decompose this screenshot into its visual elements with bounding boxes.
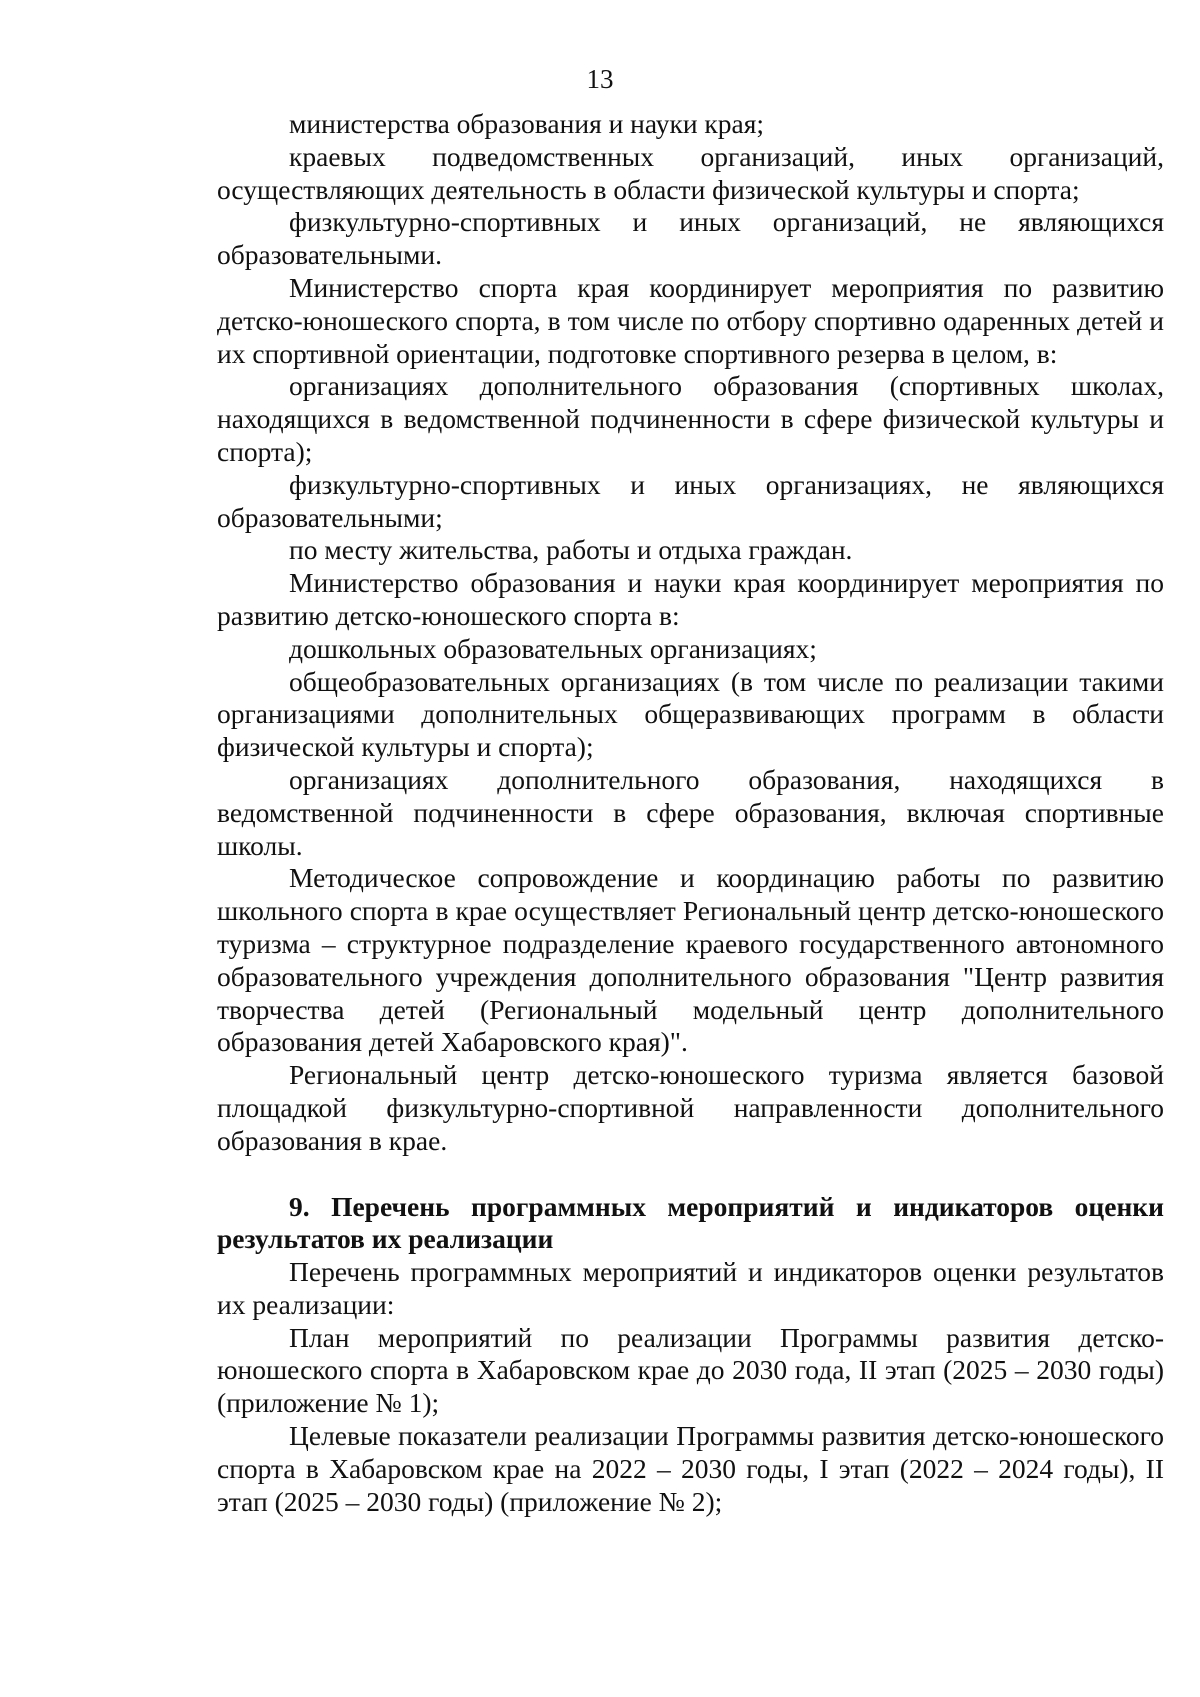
paragraph: Методическое сопровождение и координацию работы по развитию школьного спорта в крае осуществляет Региональный центр детско-юношеского туризма – структурное подразделение краевого государственного автономного образовательного учреждения дополнительного образования "Центр развития творчества детей (Региональный модельный центр дополнительного образования детей Хабаровского края)".: [217, 862, 1164, 1058]
paragraph: краевых подведомственных организаций, иных организаций, осуществляющих деятельность в области физической культуры и спорта;: [217, 140, 1164, 205]
paragraph: План мероприятий по реализации Программы развития детско-юношеского спорта в Хабаровском крае до 2030 года, II этап (2025 – 2030 годы) (приложение № 1);: [217, 1321, 1164, 1419]
paragraph: организациях дополнительного образования, находящихся в ведомственной подчиненности в сфере образования, включая спортивные школы.: [217, 763, 1164, 861]
paragraph: Региональный центр детско-юношеского туризма является базовой площадкой физкультурно-спортивной направленности дополнительного образования в крае.: [217, 1059, 1164, 1156]
paragraph: по месту жительства, работы и отдыха граждан.: [289, 534, 853, 566]
paragraph: организациях дополнительного образования (спортивных школах, находящихся в ведомственной подчиненности в сфере физической культуры и спорта);: [217, 370, 1164, 467]
paragraph: физкультурно-спортивных и иных организациях, не являющихся образовательными;: [217, 468, 1164, 533]
paragraph: Целевые показатели реализации Программы развития детско-юношеского спорта в Хабаровском крае на 2022 – 2030 годы, I этап (2022 – 2024 годы), II этап (2025 – 2030 годы) (приложение № 2);: [217, 1420, 1164, 1517]
paragraph: министерства образования и науки края;: [289, 108, 765, 139]
paragraph: общеобразовательных организациях (в том числе по реализации такими организациями дополнительных общеразвивающих программ в области физической культуры и спорта);: [217, 665, 1164, 763]
document-body: [217, 108, 1164, 1518]
section-heading: 9. Перечень программных мероприятий и индикаторов оценки результатов их реализации: [217, 1190, 1164, 1255]
paragraph: Министерство образования и науки края координирует мероприятия по развитию детско-юношеского спорта в:: [217, 567, 1164, 631]
paragraph: Министерство спорта края координирует мероприятия по развитию детско-юношеского спорта, в том числе по отбору спортивно одаренных детей и их спортивной ориентации, подготовке спортивного резерва в целом, в:: [217, 271, 1164, 369]
page-number: 13: [586, 64, 614, 94]
paragraph: Перечень программных мероприятий и индикаторов оценки результатов их реализации:: [217, 1256, 1164, 1320]
paragraph: дошкольных образовательных организациях;: [289, 632, 817, 664]
paragraph: физкультурно-спортивных и иных организаций, не являющихся образовательными.: [217, 206, 1164, 271]
